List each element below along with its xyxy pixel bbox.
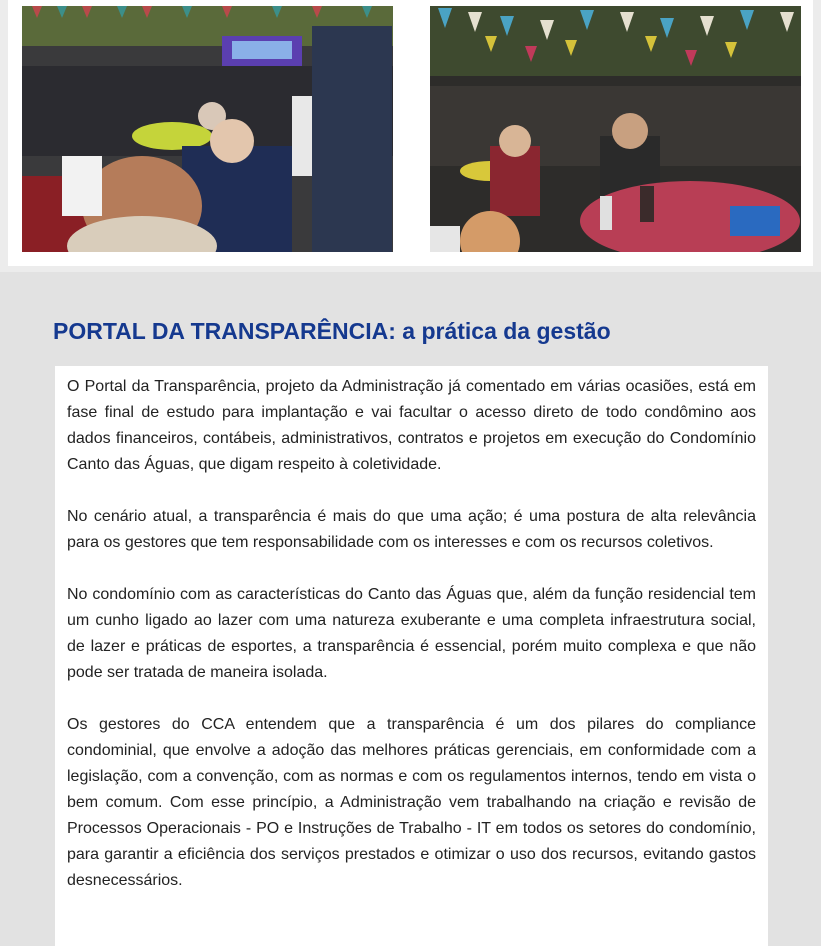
article-paragraph: No condomínio com as características do Canto das Águas que, além da função residencial tem um cunho ligado ao lazer com uma natureza exuberante e uma completa infraestrutura social, de lazer e práticas de esportes, a transparência é essencial, porém muito complexa e que não pode ser tratada de maneira isolada. bbox=[67, 586, 756, 681]
festa-photo-right bbox=[430, 6, 801, 252]
article-paragraph: O Portal da Transparência, projeto da Administração já comentado em várias ocasiões, está em fase final de estudo para implantação e vai facultar o acesso direto de todo condômino aos dados financeiros, contábeis, administrativos, contratos e projetos em execução do Condomínio Canto das Águas, que digam respeito à coletividade. bbox=[67, 378, 756, 473]
article-body bbox=[55, 366, 768, 946]
article-paragraph: Os gestores do CCA entendem que a transparência é um dos pilares do compliance condominial, que envolve a adoção das melhores práticas gerenciais, em conformidade com a legislação, com a convenção, com as normas e com os regulamentos internos, tendo em vista o bem comum. Com esse princípio, a Administração vem trabalhando na criação e revisão de Processos Operacionais - PO e Instruções de Trabalho - IT em todos os setores do condomínio, para garantir a eficiência dos serviços prestados e otimizar o uso dos recursos, evitando gastos desnecessários. bbox=[67, 716, 756, 889]
article-title: PORTAL DA TRANSPARÊNCIA: a prática da gestão bbox=[53, 318, 611, 344]
article-paragraph: No cenário atual, a transparência é mais do que uma ação; é uma postura de alta relevância para os gestores que tem responsabilidade com os interesses e com os recursos coletivos. bbox=[67, 508, 756, 551]
festa-photo-left bbox=[22, 6, 393, 252]
